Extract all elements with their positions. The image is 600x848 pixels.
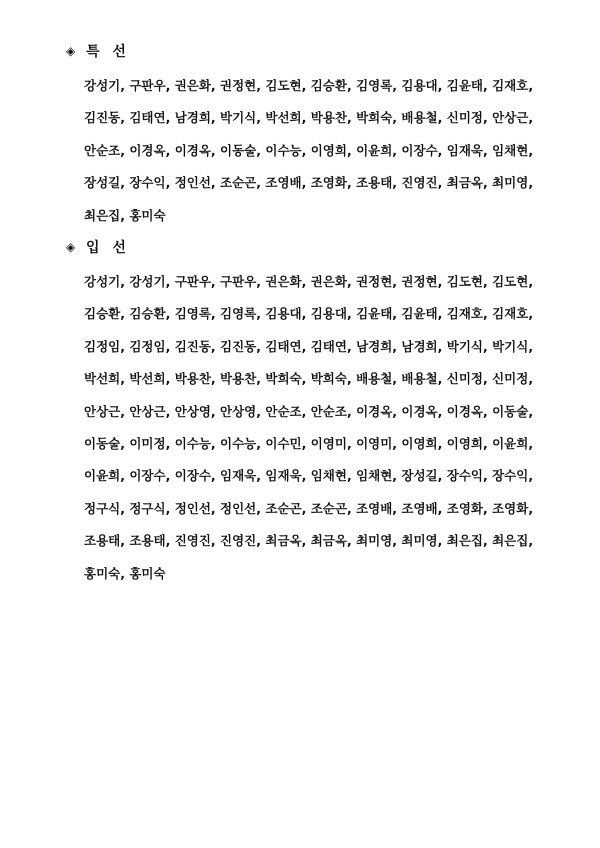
name-entry: 최금옥, bbox=[446, 175, 488, 191]
name-entry: 김정임, bbox=[84, 338, 125, 354]
name-entry: 안상근, bbox=[492, 110, 534, 126]
name-entry: 임채현, bbox=[356, 468, 398, 484]
special-selection-name-list bbox=[84, 70, 554, 232]
name-entry: 조영배, bbox=[401, 500, 443, 516]
name-entry: 장수익, bbox=[129, 175, 171, 191]
name-entry: 김승환, bbox=[310, 78, 352, 93]
selection-section bbox=[66, 236, 554, 590]
name-entry: 최금옥, bbox=[265, 533, 307, 549]
name-entry: 박용찬, bbox=[310, 110, 352, 126]
name-entry: 조영화, bbox=[446, 500, 488, 516]
name-entry: 구판우, bbox=[220, 274, 262, 290]
name-entry: 조영배, bbox=[265, 175, 307, 191]
name-entry: 김승환, bbox=[84, 306, 125, 322]
name-entry: 홍미숙 bbox=[129, 565, 166, 581]
name-entry: 박선희, bbox=[265, 110, 307, 126]
name-entry: 이동술, bbox=[220, 142, 262, 158]
name-entry: 임재욱, bbox=[220, 468, 262, 484]
name-entry: 김용대, bbox=[401, 78, 443, 93]
name-entry: 김태연, bbox=[129, 110, 171, 126]
name-entry: 안상영, bbox=[220, 403, 262, 419]
name-entry: 김도현, bbox=[446, 274, 488, 290]
name-entry: 최은집, bbox=[84, 207, 125, 223]
name-entry: 김영록, bbox=[174, 306, 216, 322]
name-entry: 이윤희, bbox=[356, 142, 398, 158]
name-entry: 강성기, bbox=[84, 274, 125, 290]
name-entry: 이미정, bbox=[129, 436, 171, 452]
name-entry: 이영미, bbox=[310, 436, 352, 452]
name-entry: 정구식, bbox=[84, 500, 125, 516]
name-entry: 정구식, bbox=[129, 500, 171, 516]
name-entry: 권정현, bbox=[220, 78, 262, 93]
name-entry: 남경희, bbox=[401, 338, 443, 354]
diamond-bullet-icon: ◈ bbox=[66, 240, 76, 255]
special-selection-heading bbox=[66, 40, 554, 62]
name-entry: 장수익, bbox=[492, 468, 534, 484]
name-entry: 강성기, bbox=[129, 274, 171, 290]
name-entry: 김용대, bbox=[310, 306, 352, 322]
name-entry: 진영진, bbox=[220, 533, 262, 549]
name-entry: 김윤태, bbox=[356, 306, 398, 322]
selection-heading bbox=[66, 236, 554, 258]
name-entry: 박용찬, bbox=[220, 371, 262, 387]
name-entry: 배용철, bbox=[356, 371, 398, 387]
name-entry: 김윤태, bbox=[401, 306, 443, 322]
name-entry: 신미정, bbox=[446, 110, 488, 126]
name-entry: 신미정, bbox=[492, 371, 534, 387]
name-entry: 장수익, bbox=[446, 468, 488, 484]
name-entry: 이수민, bbox=[265, 436, 307, 452]
name-entry: 이영희, bbox=[401, 436, 443, 452]
name-entry: 김윤태, bbox=[446, 78, 488, 93]
name-entry: 배용철, bbox=[401, 110, 443, 126]
name-entry: 박기식, bbox=[446, 338, 488, 354]
name-entry: 김진동, bbox=[220, 338, 262, 354]
name-entry: 김태연, bbox=[265, 338, 307, 354]
name-entry: 이경옥, bbox=[356, 403, 398, 419]
name-entry: 진영진, bbox=[174, 533, 216, 549]
name-entry: 안상영, bbox=[174, 403, 216, 419]
name-entry: 박희숙, bbox=[265, 371, 307, 387]
name-entry: 박용찬, bbox=[174, 371, 216, 387]
name-entry: 배용철, bbox=[401, 371, 443, 387]
name-entry: 임재욱, bbox=[265, 468, 307, 484]
name-entry: 구판우, bbox=[129, 78, 171, 93]
name-entry: 김영록, bbox=[220, 306, 262, 322]
name-entry: 최금옥, bbox=[310, 533, 352, 549]
name-entry: 이영희, bbox=[446, 436, 488, 452]
name-entry: 박선희, bbox=[84, 371, 125, 387]
name-entry: 김진동, bbox=[84, 110, 125, 126]
name-entry: 조순곤, bbox=[310, 500, 352, 516]
name-entry: 홍미숙, bbox=[84, 565, 125, 581]
name-entry: 최미영, bbox=[356, 533, 398, 549]
diamond-bullet-icon: ◈ bbox=[66, 44, 76, 58]
name-entry: 김승환, bbox=[129, 306, 171, 322]
name-entry: 권정현, bbox=[356, 274, 398, 290]
name-entry: 김용대, bbox=[265, 306, 307, 322]
name-entry: 이수능, bbox=[174, 436, 216, 452]
name-entry: 박희숙, bbox=[310, 371, 352, 387]
name-entry: 이영미, bbox=[356, 436, 398, 452]
name-entry: 강성기, bbox=[84, 78, 125, 93]
name-entry: 이영희, bbox=[310, 142, 352, 158]
name-entry: 박기식, bbox=[492, 338, 534, 354]
selection-title: 입 선 bbox=[86, 240, 130, 257]
name-entry: 이윤희, bbox=[84, 468, 125, 484]
name-entry: 김재호, bbox=[492, 306, 534, 322]
name-entry: 정인선, bbox=[174, 500, 216, 516]
name-entry: 조순곤, bbox=[265, 500, 307, 516]
name-entry: 조용태, bbox=[129, 533, 171, 549]
name-entry: 이경옥, bbox=[401, 403, 443, 419]
name-entry: 이수능, bbox=[220, 436, 262, 452]
name-entry: 이장수, bbox=[401, 142, 443, 158]
name-entry: 최은집, bbox=[492, 533, 534, 549]
name-entry: 정인선, bbox=[220, 500, 262, 516]
name-entry: 조순곤, bbox=[220, 175, 262, 191]
name-entry: 남경희, bbox=[356, 338, 398, 354]
name-entry: 장성길, bbox=[401, 468, 443, 484]
name-entry: 김영록, bbox=[356, 78, 398, 93]
name-entry: 임채현, bbox=[310, 468, 352, 484]
name-entry: 김도현, bbox=[265, 78, 307, 93]
name-entry: 홍미숙 bbox=[129, 207, 166, 223]
name-entry: 박희숙, bbox=[356, 110, 398, 126]
name-entry: 임채현, bbox=[492, 142, 534, 158]
name-entry: 이경옥, bbox=[174, 142, 216, 158]
name-entry: 이장수, bbox=[174, 468, 216, 484]
name-entry: 안상근, bbox=[84, 403, 125, 419]
special-selection-section bbox=[66, 40, 554, 232]
name-entry: 김재호, bbox=[492, 78, 534, 93]
name-entry: 이동술, bbox=[84, 436, 125, 452]
name-entry: 이경옥, bbox=[129, 142, 171, 158]
name-entry: 장성길, bbox=[84, 175, 125, 191]
name-entry: 조용태, bbox=[356, 175, 398, 191]
name-entry: 박기식, bbox=[220, 110, 262, 126]
name-entry: 김도현, bbox=[492, 274, 534, 290]
name-entry: 김진동, bbox=[174, 338, 216, 354]
name-entry: 김정임, bbox=[129, 338, 171, 354]
name-entry: 구판우, bbox=[174, 274, 216, 290]
name-entry: 최미영, bbox=[401, 533, 443, 549]
name-entry: 조용태, bbox=[84, 533, 125, 549]
name-entry: 이경옥, bbox=[446, 403, 488, 419]
name-entry: 정인선, bbox=[174, 175, 216, 191]
name-entry: 이수능, bbox=[265, 142, 307, 158]
name-entry: 안순조, bbox=[310, 403, 352, 419]
name-entry: 조영화, bbox=[310, 175, 352, 191]
name-entry: 권정현, bbox=[401, 274, 443, 290]
name-entry: 안상근, bbox=[129, 403, 171, 419]
name-entry: 최미영, bbox=[492, 175, 534, 191]
name-entry: 최은집, bbox=[446, 533, 488, 549]
name-entry: 임재욱, bbox=[446, 142, 488, 158]
name-entry: 김태연, bbox=[310, 338, 352, 354]
name-entry: 이윤희, bbox=[492, 436, 534, 452]
special-selection-title: 특 선 bbox=[86, 44, 130, 60]
name-entry: 남경희, bbox=[174, 110, 216, 126]
name-entry: 조영화, bbox=[492, 500, 534, 516]
name-entry: 조영배, bbox=[356, 500, 398, 516]
name-entry: 이장수, bbox=[129, 468, 171, 484]
name-entry: 권은화, bbox=[265, 274, 307, 290]
name-entry: 신미정, bbox=[446, 371, 488, 387]
name-entry: 안순조, bbox=[265, 403, 307, 419]
name-entry: 진영진, bbox=[401, 175, 443, 191]
selection-name-list bbox=[84, 266, 554, 590]
name-entry: 권은화, bbox=[174, 78, 216, 93]
name-entry: 박선희, bbox=[129, 371, 171, 387]
name-entry: 안순조, bbox=[84, 142, 125, 158]
name-entry: 권은화, bbox=[310, 274, 352, 290]
name-entry: 이동술, bbox=[492, 403, 534, 419]
name-entry: 김재호, bbox=[446, 306, 488, 322]
